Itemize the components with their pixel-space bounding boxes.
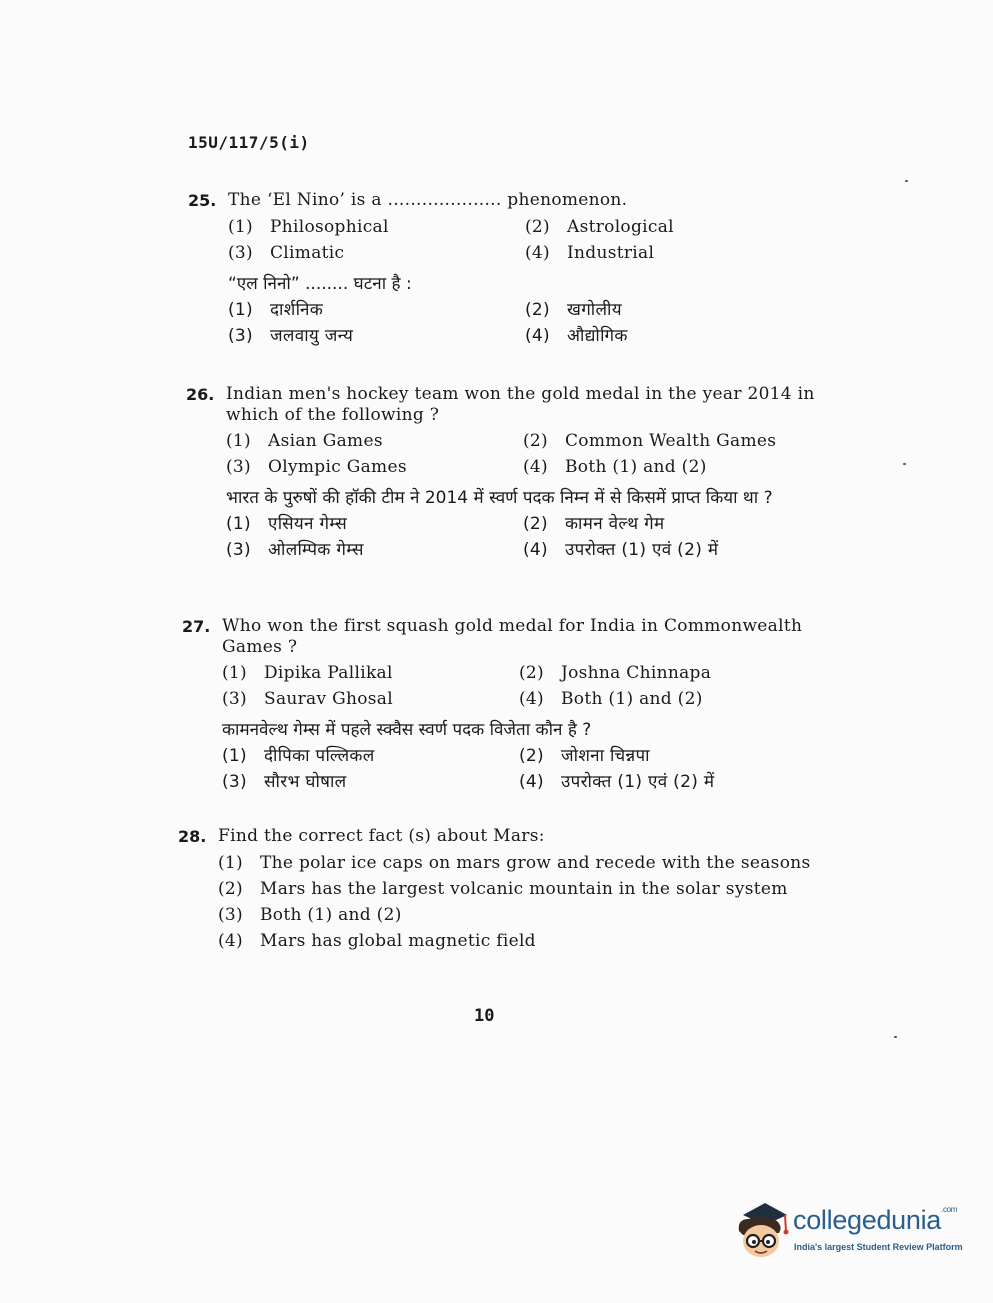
- hindi-option-4: (4) उपरोक्त (1) एवं (2) में: [519, 772, 715, 792]
- hindi-option-2: (2) जोशना चिन्नपा: [519, 746, 650, 766]
- hindi-option-3: (3) जलवायु जन्य: [228, 326, 354, 346]
- option-4: (4) Mars has global magnetic field: [218, 931, 536, 951]
- hindi-question-text: भारत के पुरुषों की हॉकी टीम ने 2014 में स्वर्ण पदक निम्न में से किसमें प्राप्त किया था ?: [226, 488, 773, 508]
- option-1: (1) The polar ice caps on mars grow and recede with the seasons: [218, 853, 811, 873]
- question-text: Who won the first squash gold medal for India in Commonwealth Games ?: [222, 616, 803, 657]
- hindi-question-text: “एल निनो” ........ घटना है :: [228, 274, 412, 294]
- mascot-icon: [733, 1197, 793, 1261]
- page-number: 10: [474, 1006, 495, 1026]
- scan-speck: [905, 180, 908, 182]
- hindi-option-4: (4) औद्योगिक: [525, 326, 628, 346]
- hindi-option-1: (1) दीपिका पल्लिकल: [222, 746, 375, 766]
- option-2: (2) Common Wealth Games: [523, 431, 777, 451]
- logo-tagline: India's largest Student Review Platform: [794, 1242, 963, 1252]
- question-text: Indian men's hockey team won the gold medal in the year 2014 in which of the following ?: [226, 384, 815, 425]
- option-3: (3) Saurav Ghosal: [222, 689, 393, 709]
- question-27: [182, 616, 822, 794]
- question-number: 25.: [188, 191, 217, 210]
- hindi-option-2: (2) खगोलीय: [525, 300, 622, 320]
- question-28: [178, 826, 818, 953]
- question-text: Find the correct fact (s) about Mars:: [218, 826, 545, 846]
- question-text: The ‘El Nino’ is a .................... phenomenon.: [228, 190, 628, 210]
- hindi-option-2: (2) कामन वेल्थ गेम: [523, 514, 665, 534]
- option-2: (2) Mars has the largest volcanic mountain in the solar system: [218, 879, 788, 899]
- question-26: [186, 384, 826, 562]
- hindi-option-4: (4) उपरोक्त (1) एवं (2) में: [523, 540, 719, 560]
- option-3: (3) Olympic Games: [226, 457, 407, 477]
- option-1: (1) Philosophical: [228, 217, 389, 237]
- hindi-option-1: (1) एसियन गेम्स: [226, 514, 347, 534]
- question-number: 27.: [182, 617, 211, 636]
- hindi-option-3: (3) ओलम्पिक गेम्स: [226, 540, 364, 560]
- option-1: (1) Asian Games: [226, 431, 383, 451]
- option-3: (3) Both (1) and (2): [218, 905, 402, 925]
- question-number: 26.: [186, 385, 215, 404]
- option-4: (4) Both (1) and (2): [519, 689, 703, 709]
- logo-wordmark: collegedunia$^{.com}$: [793, 1205, 958, 1235]
- hindi-option-3: (3) सौरभ घोषाल: [222, 772, 347, 792]
- option-2: (2) Joshna Chinnapa: [519, 663, 712, 683]
- option-2: (2) Astrological: [525, 217, 674, 237]
- question-25: [188, 190, 828, 348]
- scan-speck: [903, 463, 906, 465]
- option-4: (4) Both (1) and (2): [523, 457, 707, 477]
- hindi-option-1: (1) दार्शनिक: [228, 300, 324, 320]
- scan-speck: [894, 1036, 897, 1038]
- option-1: (1) Dipika Pallikal: [222, 663, 393, 683]
- option-3: (3) Climatic: [228, 243, 345, 263]
- option-4: (4) Industrial: [525, 243, 655, 263]
- question-number: 28.: [178, 827, 207, 846]
- collegedunia-logo: [733, 1197, 965, 1267]
- hindi-question-text: कामनवेल्थ गेम्स में पहले स्क्वैस स्वर्ण पदक विजेता कौन है ?: [222, 720, 592, 740]
- page-code: 15U/117/5(i): [188, 133, 310, 152]
